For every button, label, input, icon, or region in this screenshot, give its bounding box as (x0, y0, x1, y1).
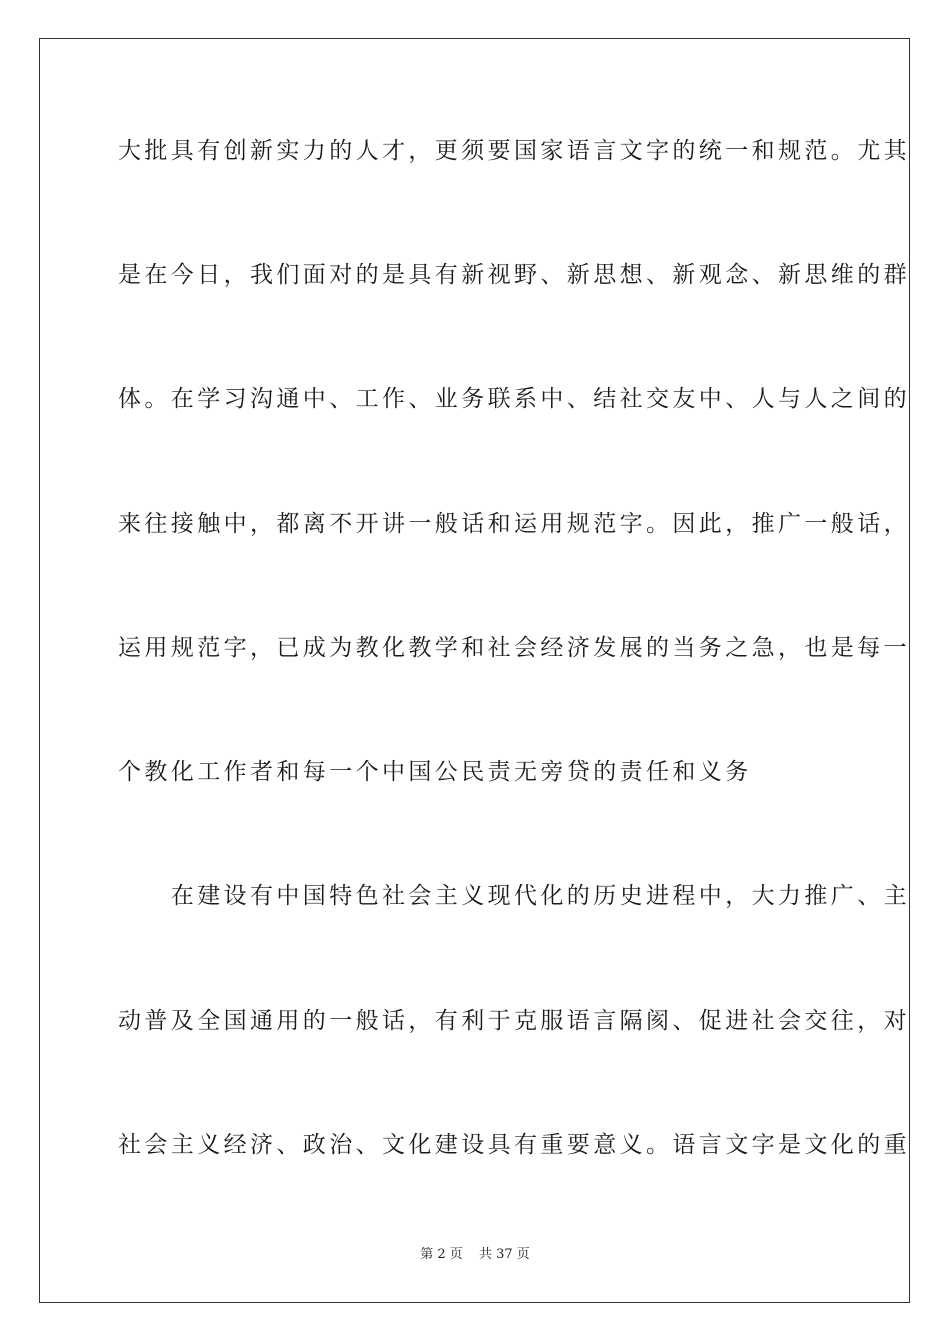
body-text-line-2: 是在今日，我们面对的是具有新视野、新思想、新观念、新思维的群 (118, 262, 910, 288)
body-text-line-3: 体。在学习沟通中、工作、业务联系中、结社交友中、人与人之间的 (118, 386, 910, 412)
body-text-line-7: 在建设有中国特色社会主义现代化的历史进程中，大力推广、主 (118, 883, 910, 909)
body-text-line-5: 运用规范字，已成为教化教学和社会经济发展的当务之急，也是每一 (118, 635, 910, 661)
total-pages: 共 37 页 (478, 1247, 530, 1262)
page-number: 第 2 页 (420, 1247, 463, 1262)
body-text-line-6: 个教化工作者和每一个中国公民责无旁贷的责任和义务 (118, 759, 752, 785)
body-text-line-1: 大批具有创新实力的人才，更须要国家语言文字的统一和规范。尤其 (118, 138, 910, 164)
page-frame (39, 38, 910, 1303)
body-text-line-9: 社会主义经济、政治、文化建设具有重要意义。语言文字是文化的重 (118, 1132, 910, 1158)
body-text-line-8: 动普及全国通用的一般话，有利于克服语言隔阂、促进社会交往，对 (118, 1008, 910, 1034)
body-text-line-4: 来往接触中，都离不开讲一般话和运用规范字。因此，推广一般话， (118, 511, 910, 537)
page-footer (0, 1246, 950, 1264)
